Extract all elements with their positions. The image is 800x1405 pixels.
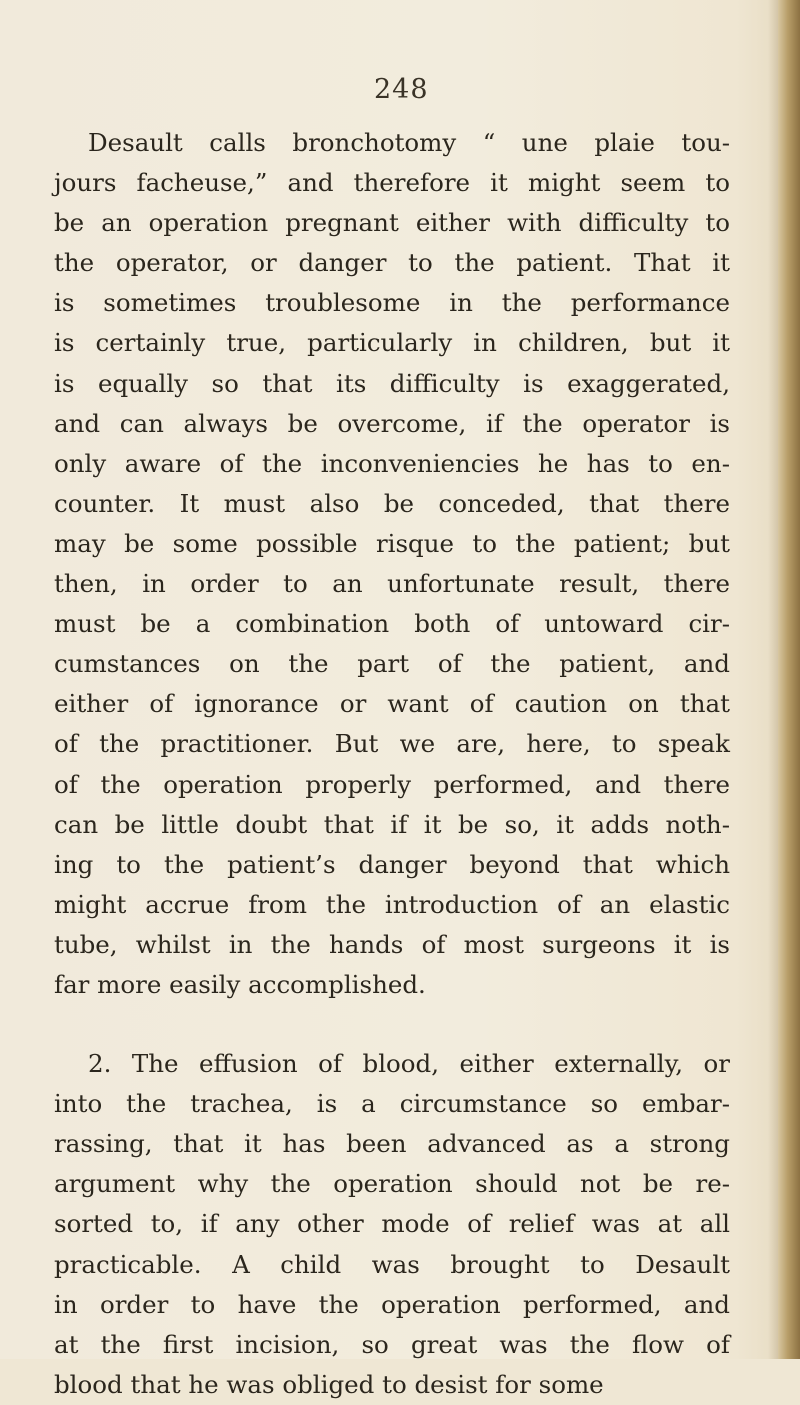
text-line: Desault calls bronchotomy “ une plaie tou-: [88, 128, 730, 157]
text-line: sorted to, if any other mode of relief was at all: [54, 1209, 730, 1239]
body-text: [54, 123, 730, 1405]
text-line: be an operation pregnant either with difficulty to: [54, 208, 730, 238]
text-line: in order to have the operation performed, and: [54, 1289, 730, 1319]
text-line: practicable. A child was brought to Desault: [54, 1249, 730, 1279]
text-line: only aware of the inconveniencies he has to en-: [54, 448, 730, 478]
text-line: cumstances on the part of the patient, and: [54, 649, 730, 679]
text-line: and can always be overcome, if the operator is: [54, 408, 730, 438]
paragraph-2: [54, 1044, 730, 1405]
text-line: into the trachea, is a circumstance so embar-: [54, 1089, 730, 1119]
text-line: counter. It must also be conceded, that there: [54, 488, 730, 518]
text-line: at the first incision, so great was the flow of: [54, 1329, 730, 1359]
page-number: 248: [374, 74, 429, 105]
text-line: tube, whilst in the hands of most surgeons it is: [54, 929, 730, 959]
text-line: of the practitioner. But we are, here, to speak: [54, 729, 730, 759]
text-line: is equally so that its difficulty is exaggerated,: [54, 368, 730, 398]
text-line: rassing, that it has been advanced as a strong: [54, 1129, 730, 1159]
paragraph-spacer: [54, 1005, 730, 1044]
text-line: then, in order to an unfortunate result, there: [54, 569, 730, 599]
text-line: far more easily accomplished.: [54, 969, 426, 999]
text-line: ing to the patient’s danger beyond that which: [54, 849, 730, 879]
paragraph-1: [54, 123, 730, 1005]
page-gutter-shadow: [768, 0, 778, 1359]
text-line: can be little doubt that if it be so, it adds noth-: [54, 809, 730, 839]
text-line: the operator, or danger to the patient. That it: [54, 248, 730, 278]
text-line: is certainly true, particularly in children, but it: [54, 328, 730, 358]
text-line: blood that he was obliged to desist for some: [54, 1369, 604, 1399]
page-binding-edge: [778, 0, 800, 1359]
text-line: argument why the operation should not be re-: [54, 1169, 730, 1199]
text-line: is sometimes troublesome in the performance: [54, 288, 730, 318]
text-line: 2. The effusion of blood, either externally, or: [88, 1049, 730, 1079]
text-line: might accrue from the introduction of an elastic: [54, 889, 730, 919]
text-line: either of ignorance or want of caution on that: [54, 689, 730, 719]
text-line: jours facheuse,” and therefore it might seem to: [54, 168, 730, 198]
text-line: may be some possible risque to the patient; but: [54, 528, 730, 558]
text-line: must be a combination both of untoward cir-: [54, 609, 730, 639]
text-line: of the operation properly performed, and there: [54, 769, 730, 799]
